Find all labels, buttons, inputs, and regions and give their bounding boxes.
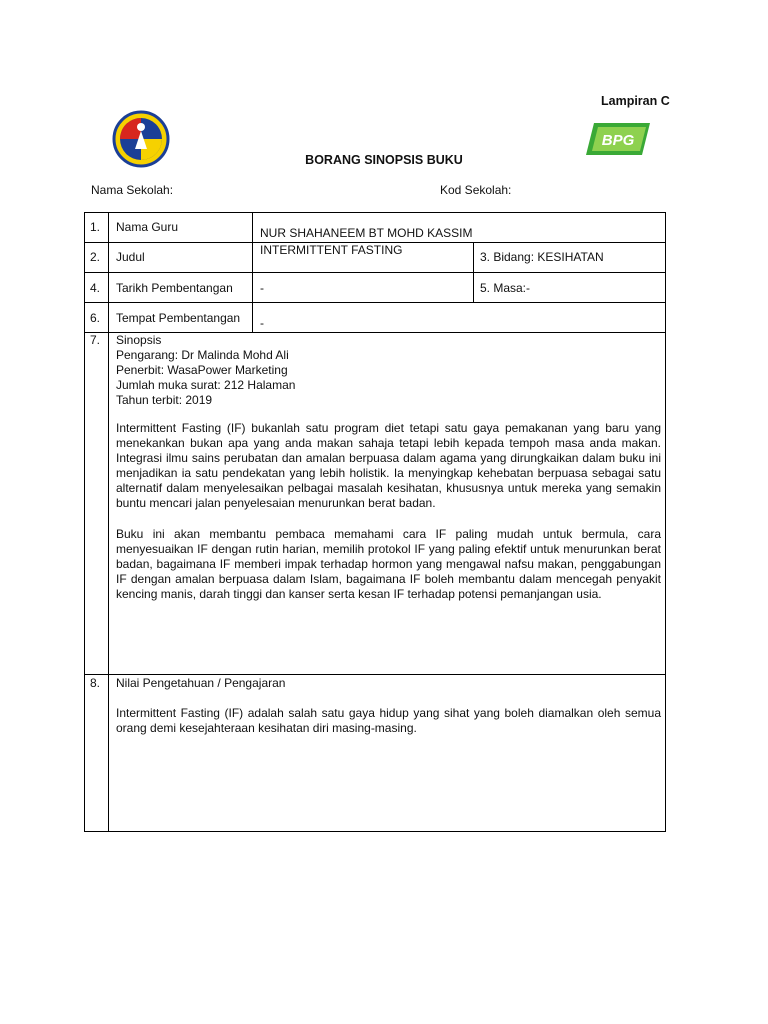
row-7-number: 7.: [90, 333, 101, 347]
tempat-value: -: [260, 316, 264, 330]
bpg-logo-text: BPG: [601, 132, 635, 149]
nilai-heading: Nilai Pengetahuan / Pengajaran: [116, 676, 286, 690]
tarikh-value: -: [260, 281, 264, 295]
nama-sekolah-label: Nama Sekolah:: [91, 183, 174, 197]
penerbit: Penerbit: WasaPower Marketing: [116, 363, 288, 377]
sinopsis-heading: Sinopsis: [116, 333, 162, 347]
bpg-logo: [584, 121, 652, 157]
judul-label: Judul: [116, 250, 145, 264]
row-2-number: 2.: [90, 250, 101, 264]
tahun-terbit: Tahun terbit: 2019: [116, 393, 213, 407]
tempat-label: Tempat Pembentangan: [116, 311, 241, 325]
jumlah-muka-surat: Jumlah muka surat: 212 Halaman: [116, 378, 296, 392]
pengarang: Pengarang: Dr Malinda Mohd Ali: [116, 348, 289, 362]
masa-value: 5. Masa:-: [480, 281, 531, 295]
row-8-number: 8.: [90, 676, 101, 690]
nama-guru-label: Nama Guru: [116, 220, 179, 234]
kod-sekolah-label: Kod Sekolah:: [440, 183, 512, 197]
row-6-number: 6.: [90, 311, 101, 325]
lampiran-label: Lampiran C: [601, 94, 670, 108]
synopsis-table: [84, 212, 666, 832]
sinopsis-paragraph-1: Intermittent Fasting (IF) bukanlah satu program diet tetapi satu gaya pemakanan yang baru yang menekankan bukan apa yang anda makan sahaja tetapi lebih kepada tempoh masa anda makan. Integrasi ilmu sains perubatan dan amalan berpuasa dalam agama yang dirungkaikan dalam buku ini menjadikan ia satu pendekatan yang lebih holistik. Ia menyingkap kehebatan berpuasa sebagai satu alternatif dalam menyelesaikan pelbagai masalah kesihatan, khususnya untuk mereka yang semakin buntu mencari jalan penyelesaian menurunkan berat badan.: [116, 421, 661, 510]
nama-guru-value: NUR SHAHANEEM BT MOHD KASSIM: [260, 226, 473, 240]
row-1-number: 1.: [90, 220, 101, 234]
nilai-paragraph: Intermittent Fasting (IF) adalah salah satu gaya hidup yang sihat yang boleh diamalkan oleh semua orang demi kesejahteraan kesihatan diri masing-masing.: [116, 706, 661, 735]
judul-value: INTERMITTENT FASTING: [260, 243, 403, 257]
tarikh-label: Tarikh Pembentangan: [116, 281, 233, 295]
sinopsis-paragraph-2: Buku ini akan membantu pembaca memahami cara IF paling mudah untuk bermula, cara menyesuaikan IF dengan rutin harian, memilih protokol IF yang paling efektif untuk menurunkan berat badan, bagaimana IF memberi impak terhadap hormon yang mengawal nafsu makan, penggabungan IF dengan amalan berpuasa dalam Islam, bagaimana IF boleh membantu dalam mencegah penyakit kencing manis, darah tinggi dan kanser serta kesan IF terhadap potensi pemanjangan usia.: [116, 527, 661, 601]
row-4-number: 4.: [90, 281, 101, 295]
page-title: BORANG SINOPSIS BUKU: [305, 153, 463, 167]
bidang-value: 3. Bidang: KESIHATAN: [480, 250, 604, 264]
